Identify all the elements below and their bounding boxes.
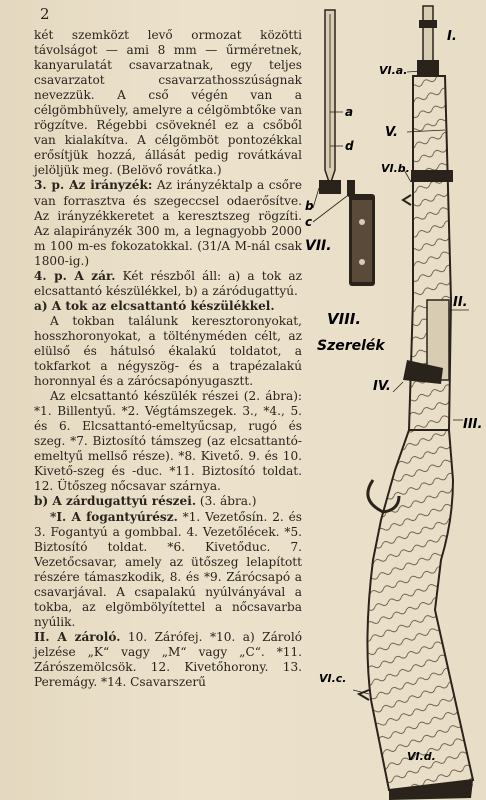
front-swivel bbox=[403, 195, 411, 205]
subsection-heading-receiver bbox=[34, 299, 302, 314]
label-vi-a: VI.a. bbox=[379, 64, 408, 77]
paragraph-bolt bbox=[34, 269, 302, 299]
heading-locking-part: II. A zároló. bbox=[34, 629, 121, 644]
label-vi-d: VI.d. bbox=[407, 750, 436, 763]
label-i: I. bbox=[447, 29, 457, 44]
section-heading-sight: 3. p. Az irányzék: bbox=[34, 178, 153, 193]
heading-handle-part: *I. A fogantyúrész. bbox=[50, 509, 178, 524]
paragraph-bolt-parts-heading bbox=[34, 494, 302, 509]
middle-band bbox=[411, 170, 453, 182]
buttstock bbox=[367, 430, 473, 790]
label-szerelek: Szerelék bbox=[317, 338, 385, 354]
section-body-sight: Az irányzéktalp a csőre van forrasztva és szegeccsel odaerősítve. Az irányzékkeretet a keresztszeg rögzíti. Az alapirányzék 300 m, a legnagyobb 2000 m 100 m-es fokozatokkal. (31/A M-nál csak 1800-ig.) bbox=[34, 178, 302, 268]
paragraph-handle-part bbox=[34, 510, 302, 630]
subsection-ref-bolt-parts: (3. ábra.) bbox=[196, 494, 257, 509]
bayonet-grip bbox=[352, 200, 372, 282]
label-ii: II. bbox=[453, 295, 468, 310]
body-handle-part: *1. Vezetősín. 2. és 3. Fogantyú a gombbal. 4. Vezetőlécek. *5. Biztosító toldat. *6. Kivetőduc. 7. Vezetőcsavar, amely az ütőszeg lelapított részére támaszkodik, 8. és *9. Zárócsapó a csavarjával. A csapalakú nyúlványával a tokba, az elgömbölyítettel a nőcsavarba nyúlik. bbox=[34, 509, 302, 629]
section-body-bolt: Két részből áll: a) a tok az elcsattantó készülékkel, b) a záródugattyú. bbox=[34, 268, 302, 298]
text-column bbox=[34, 28, 302, 690]
front-band bbox=[417, 60, 439, 76]
rifle-drawing bbox=[303, 0, 486, 800]
label-iv: IV. bbox=[373, 379, 391, 394]
label-c: c bbox=[305, 215, 313, 229]
body-locking-part: 10. Zárófej. *10. a) Zároló jelzése „K“ vagy „M“ vagy „C“. *11. Zárószemölcsök. 12. Kivetőhorony. 13. Peremágy. *14. Csavarszerű bbox=[34, 629, 302, 690]
paragraph-barrel: két szemközt levő ormozat közötti távolságot — ami 8 mm — űrméretnek, kanyarulatát csavarzatnak, egy teljes csavarzatot csavarzathosszúságnak nevezzük. A cső végén van a célgömbhüvely, amelyre a célgömbtőke van rögzítve. Régebbi csöveknél ez a csőből van kialakítva. A célgömböt pontozékkal erősítjük hozzá, állását pedig rovátkával jelöljük meg. (Belövő rovátka.) bbox=[34, 28, 302, 178]
label-iii: III. bbox=[463, 417, 483, 432]
label-b: b bbox=[305, 199, 314, 213]
paragraph-locking-part bbox=[34, 630, 302, 690]
label-vii: VII. bbox=[305, 238, 332, 254]
subsection-heading-bolt-parts: b) A zárdugattyú részei. bbox=[34, 494, 197, 509]
front-sight bbox=[419, 20, 437, 28]
section-heading-bolt: 4. p. A zár. bbox=[34, 268, 116, 283]
paragraph-receiver: A tokban találunk keresztoronyokat, hosszhoronyokat, a töltényméden célt, az elülső és hátulsó ékalakú toldatot, a tokfarkot a négyszög- és a trapézalakú horonnyal és a zárócsapónyugasztt. bbox=[34, 313, 302, 389]
label-v: V. bbox=[385, 125, 398, 140]
label-viii: VIII. bbox=[327, 310, 362, 328]
page-number: 2 bbox=[40, 5, 51, 23]
paragraph-trigger-parts: Az elcsattantó készülék részei (2. ábra): *1. Billentyű. *2. Végtámszegek. 3., *4., 5. és 6. Elcsattantó-emeltyűcsap, rugó és szeg. *7. Biztosító támszeg (az elcsattantó-emeltyű mellső része). *8. Kivető. 9. és 10. Kivető-szeg és -duc. *11. Biztosító toldat. 12. Ütőszeg nőcsavar szárnya. bbox=[34, 389, 302, 494]
rifle-illustration bbox=[303, 0, 486, 800]
label-d: d bbox=[345, 139, 354, 153]
label-a: a bbox=[345, 105, 354, 119]
paragraph-sight bbox=[34, 178, 302, 268]
bayonet-crossguard bbox=[319, 180, 341, 194]
label-vi-b: VI.b. bbox=[381, 162, 410, 175]
subsection-heading-receiver-text: a) A tok az elcsattantó készülékkel. bbox=[34, 298, 275, 313]
rifle-muzzle bbox=[423, 6, 433, 66]
label-vi-c: VI.c. bbox=[319, 672, 347, 685]
